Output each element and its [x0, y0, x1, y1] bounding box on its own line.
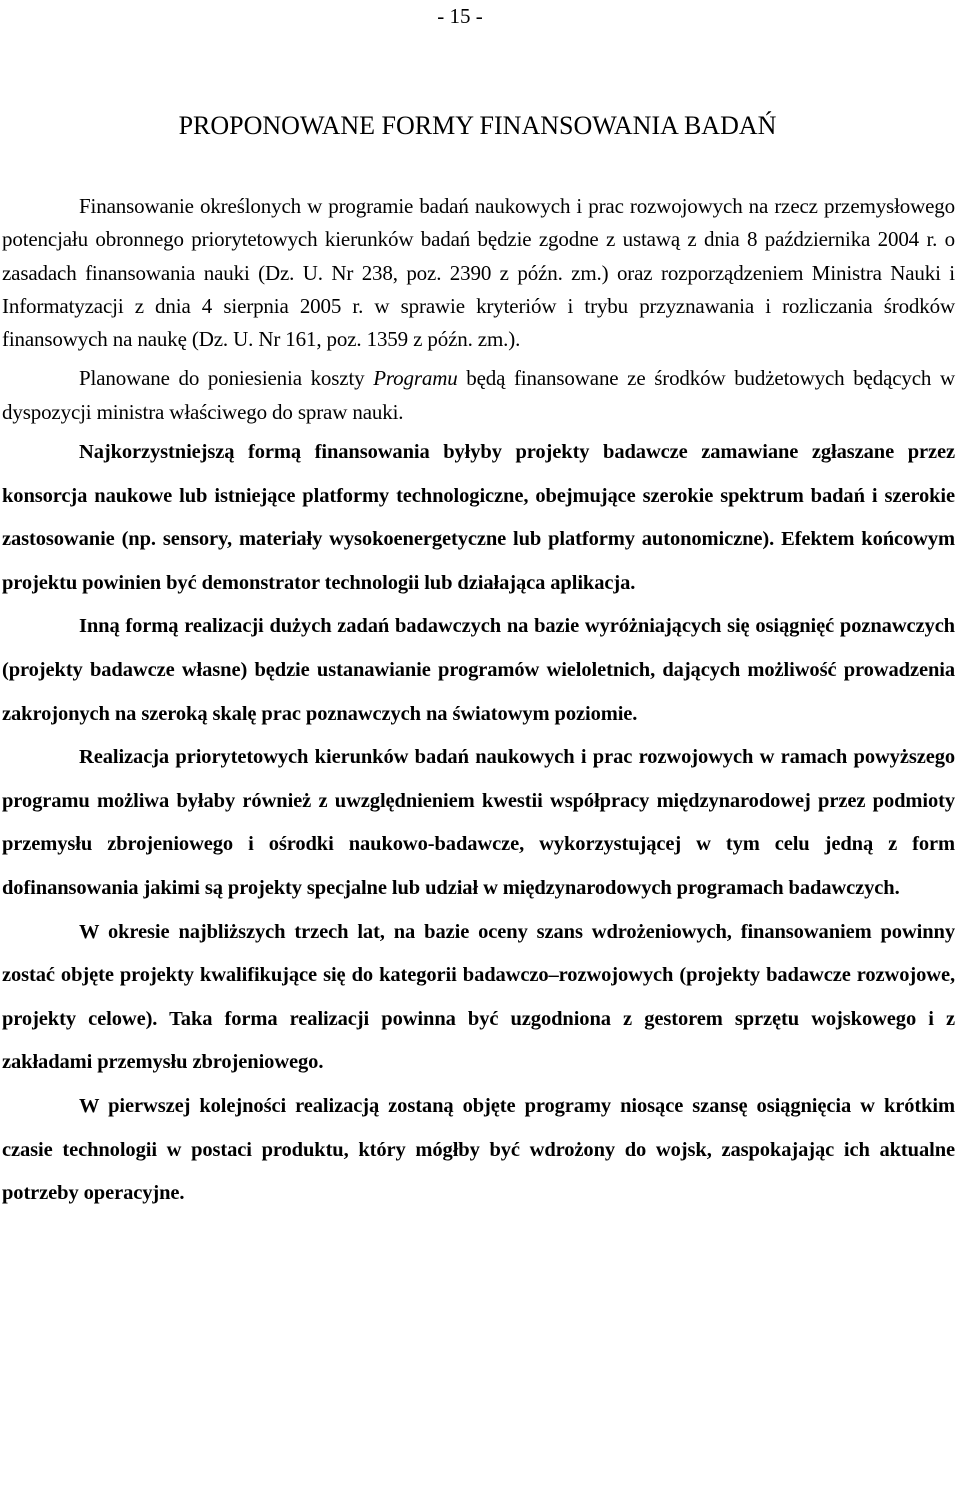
paragraph-multiyear-programs: Inną formą realizacji dużych zadań badawczych na bazie wyróżniających się osiągnięć poznawczych (projekty badawcze własne) będzie ustanawianie programów wieloletnich, dających możliwość prowadzenia zakrojonych na szeroką skalę prac poznawczych na światowym poziomie.	[2, 615, 955, 725]
paragraph-budget-funding-end: będą finansowane ze środków budżetowych będących w dyspozycji ministra właściwego do spraw nauki.	[2, 366, 955, 424]
paragraph-three-year-financing: W okresie najbliższych trzech lat, na bazie oceny szans wdrożeniowych, finansowaniem powinny zostać objęte projekty kwalifikujące się do kategorii badawczo–rozwojowych (projekty badawcze rozwojowe, projekty celowe). Taka forma realizacji powinna być uzgodniona z gestorem sprzętu wojskowego i z zakładami przemysłu zbrojeniowego.	[2, 920, 955, 1074]
paragraph-commissioned-projects: Najkorzystniejszą formą finansowania byłyby projekty badawcze zamawiane zgłaszane przez konsorcja naukowe lub istniejące platformy technologiczne, obejmujące szerokie spektrum badań i szerokie zastosowanie (np. sensory, materiały wysokoenergetyczne lub platformy autonomiczne). Efektem końcowym projektu powinien być demonstrator technologii lub działająca aplikacja.	[2, 441, 955, 594]
paragraph-priority-programs: W pierwszej kolejności realizacją zostaną objęte programy niosące szansę osiągnięcia w krótkim czasie technologii w postaci produktu, który mógłby być wdrożony do wojsk, zaspokajając ich aktualne potrzeby operacyjne.	[2, 1094, 955, 1205]
paragraph-international-cooperation: Realizacja priorytetowych kierunków badań naukowych i prac rozwojowych w ramach powyższego programu możliwa byłaby również z uwzględnieniem kwestii współpracy międzynarodowej przez podmioty przemysłu zbrojeniowego i ośrodki naukowo-badawcze, wykorzystującej w tym celu jedną z form dofinansowania jakimi są projekty specjalne lub udział w międzynarodowych programach badawczych.	[2, 746, 955, 900]
paragraph-legal-basis: Finansowanie określonych w programie badań naukowych i prac rozwojowych na rzecz przemysłowego potencjału obronnego priorytetowych kierunków badań będzie zgodne z ustawą z dnia 8 października 2004 r. o zasadach finansowania nauki (Dz. U. Nr 238, poz. 2390 z późn. zm.) oraz rozporządzeniem Ministra Nauki i Informatyzacji z dnia 4 sierpnia 2005 r. w sprawie kryteriów i trybu przyznawania i rozliczania środków finansowych na naukę (Dz. U. Nr 161, poz. 1359 z późn. zm.).	[2, 194, 955, 352]
paragraph-budget-funding	[2, 362, 955, 429]
document-body	[2, 190, 955, 1216]
page-number: - 15 -	[437, 4, 483, 28]
paragraph-budget-funding-start: Planowane do poniesienia koszty	[79, 366, 374, 391]
program-italic-term: Programu	[373, 366, 458, 391]
page-title: PROPONOWANE FORMY FINANSOWANIA BADAŃ	[178, 111, 777, 140]
